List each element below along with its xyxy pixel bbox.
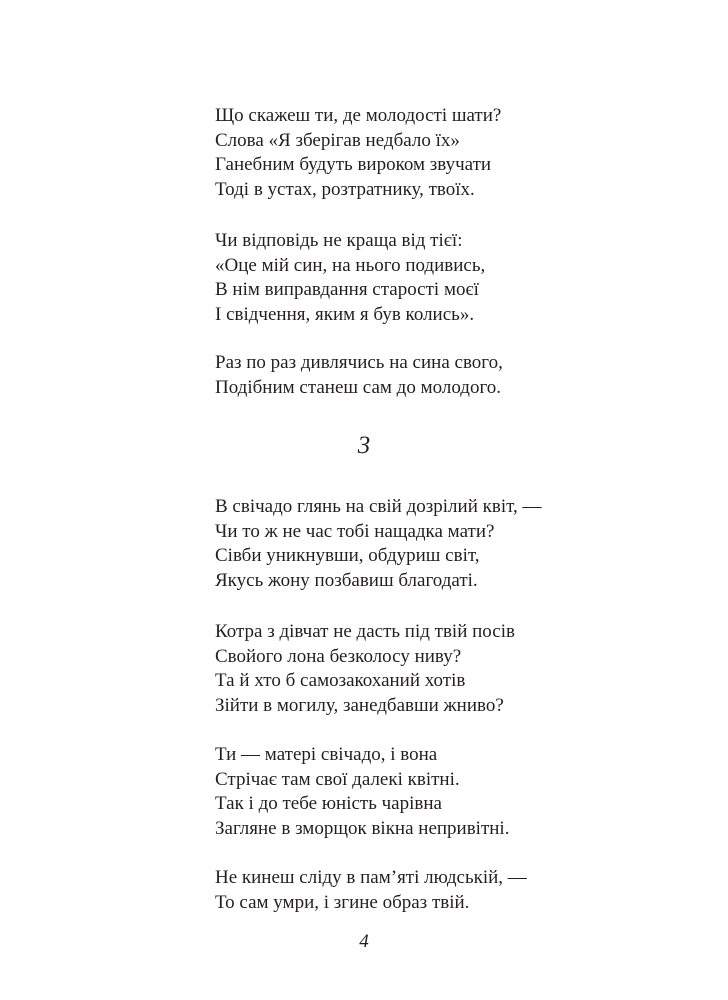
stanza [215,620,515,718]
poem-line: Раз по раз дивлячись на сина свого, [215,352,503,373]
poem-line: Та й хто б самозакоханий хотів [215,670,466,691]
stanza [215,104,501,202]
poem-line: Ганебним будуть вироком звучати [215,154,492,175]
poem-line: Якусь жону позбавиш благодаті. [215,569,478,591]
stanza [215,743,509,841]
poem-line: Сівби уникнувши, обдуриш світ, [215,545,480,566]
poem-line: Чи то ж не час тобі нащадка мати? [215,520,495,542]
couplet [215,866,527,915]
page-number: 4 [359,931,369,952]
poem-line: «Оце мій син, на нього подивись, [215,254,486,276]
poem-line: Зійти в могилу, занедбавши жниво? [215,694,504,716]
poem-line: І свідчення, яким я був колись». [215,303,475,325]
poem-line: Слова «Я зберігав недбало їх» [215,129,460,151]
poem-line: Свойого лона безколосу ниву? [215,645,462,667]
stanza [215,495,541,593]
poem-line: Не кинеш сліду в пам’яті людській, — [215,867,527,888]
sonnet-number: 3 [357,432,371,459]
poem-line: В нім виправдання старості моєї [215,279,479,300]
couplet [215,351,503,400]
poem-line: Стрічає там свої далекі квітні. [215,768,460,790]
poem-line: Загляне в зморщок вікна непривітні. [215,817,510,839]
poem-line: Тоді в устах, розтратнику, твоїх. [215,178,475,200]
poem-line: Ти — матері свічадо, і вона [215,744,438,765]
poem-line: То сам умри, і згине образ твій. [215,891,470,913]
stanza [215,229,485,327]
poem-line: Подібним станеш сам до молодого. [215,376,502,398]
poem-line: Що скажеш ти, де молодості шати? [215,105,502,126]
poem-line: Котра з дівчат не дасть під твій посів [215,621,515,642]
poem-line: Чи відповідь не краща від тієї: [215,230,463,251]
poem-line: Так і до тебе юність чарівна [215,793,442,814]
poem-line: В свічадо глянь на свій дозрілий квіт, — [215,496,542,517]
